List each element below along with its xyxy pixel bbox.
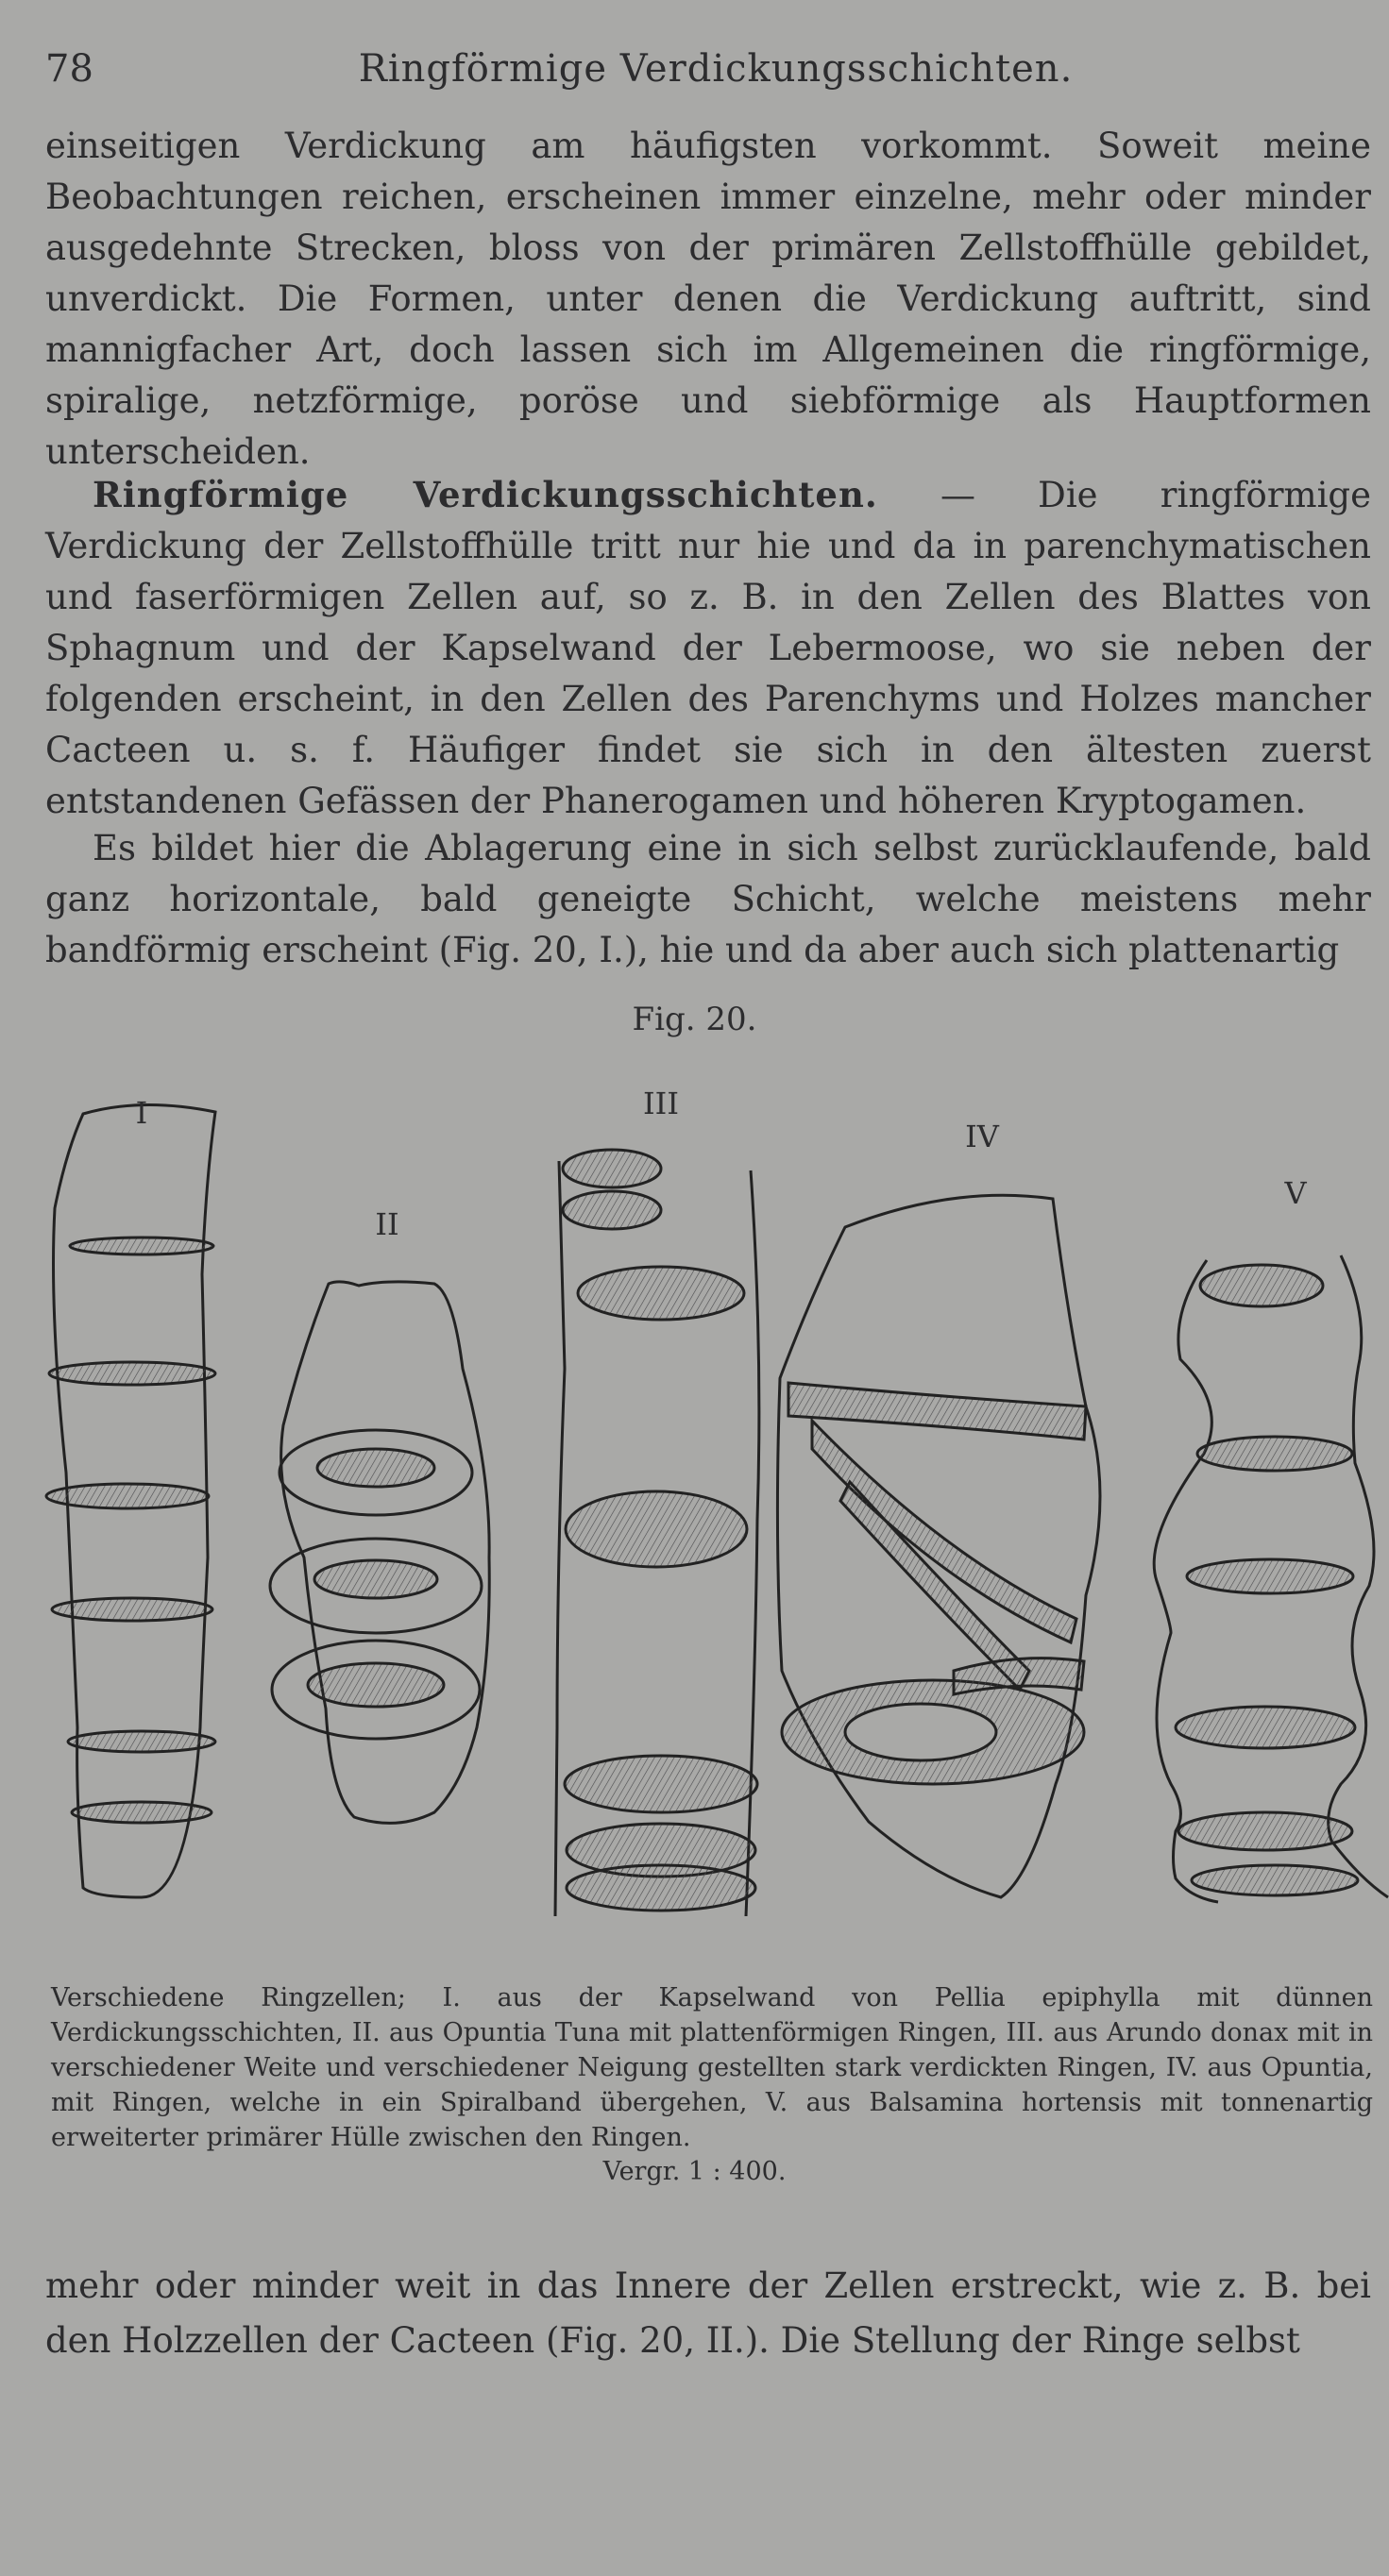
plate-ring	[314, 1560, 437, 1598]
ring-band	[1176, 1707, 1355, 1748]
ring-band	[1192, 1865, 1358, 1895]
cell-figure-I	[46, 1104, 215, 1897]
plate-ring	[317, 1449, 434, 1487]
figure-label-III: III	[643, 1086, 679, 1121]
thick-ring	[567, 1865, 755, 1911]
spiral-band	[788, 1383, 1086, 1440]
ring-band	[68, 1731, 215, 1752]
paragraph-body: — Die ringförmige Verdickung der Zellstoffhülle tritt nur hie und da in parenchymatischen und faserförmigen Zellen auf, so z. B. in den Zellen des Blattes von Sphagnum und der Kapselwand der Lebermoose, wo sie neben der folgenden erscheint, in den Zellen des Parenchyms und Holzes mancher Cacteen u. s. f. Häufiger findet sie sich in den ältesten zuerst entstandenen Gefässen der Phanerogamen und höheren Kryptogamen.	[45, 475, 1371, 821]
thick-ring	[563, 1150, 661, 1187]
ring-band	[52, 1598, 212, 1621]
thick-ring	[563, 1191, 661, 1229]
ring-band	[49, 1362, 215, 1385]
running-title: Ringförmige Verdickungsschichten.	[358, 47, 1074, 91]
ring-band	[72, 1802, 212, 1823]
figure-label-IV: IV	[965, 1119, 999, 1154]
cell-figure-III	[555, 1150, 759, 1916]
figure-legend: Verschiedene Ringzellen; I. aus der Kapselwand von Pellia epiphylla mit dünnen Verdickungsschichten, II. aus Opuntia Tuna mit plattenförmigen Ringen, III. aus Arundo donax mit in verschiedener Weite und verschiedener Neigung gestellten stark verdickten Ringen, IV. aus Opuntia, mit Ringen, welche in ein Spiralband übergehen, V. aus Balsamina hortensis mit tonnenartig erweiterter primärer Hülle zwischen den Ringen.	[51, 1983, 1373, 2152]
ring-band	[1197, 1437, 1352, 1471]
ring-band	[70, 1237, 213, 1254]
thick-ring	[565, 1756, 757, 1812]
page-number: 78	[45, 47, 93, 91]
cell-figure-V	[1154, 1255, 1388, 1902]
paragraph-ringfoermige	[45, 469, 1371, 827]
thick-ring	[566, 1491, 747, 1567]
paragraph-ablagerung	[45, 823, 1371, 976]
figure-label-V: V	[1284, 1175, 1307, 1211]
ring-band	[1178, 1812, 1352, 1850]
page-header	[45, 47, 1348, 94]
cell-figure-IV	[777, 1195, 1100, 1897]
ring-band	[46, 1484, 209, 1508]
paragraph-intro: einseitigen Verdickung am häufigsten vorkommt. Soweit meine Beobachtungen reichen, erscheinen immer einzelne, mehr oder minder ausgedehnte Strecken, bloss von der primären Zellstoffhülle gebildet, unverdickt. Die Formen, unter denen die Verdickung auftritt, sind mannigfacher Art, doch lassen sich im Allgemeinen die ringförmige, spiralige, netzförmige, poröse und siebförmige als Hauptformen unterscheiden.	[45, 126, 1371, 472]
thick-ring	[578, 1267, 744, 1320]
paragraph-continuation: mehr oder minder weit in das Innere der Zellen erstreckt, wie z. B. bei den Holzzellen der Cacteen (Fig. 20, II.). Die Stellung der Ringe selbst	[45, 2265, 1371, 2361]
figure-label-II: II	[375, 1206, 399, 1242]
figure-label-I: I	[135, 1095, 148, 1131]
section-heading: Ringförmige Verdickungsschichten.	[93, 474, 878, 515]
cell-figure-II	[270, 1282, 489, 1824]
ring-inner	[845, 1704, 996, 1760]
figure-magnification: Vergr. 1 : 400.	[602, 2157, 787, 2186]
ring-band	[1200, 1265, 1323, 1306]
figure-20-illustration	[0, 1067, 1389, 1916]
ring-band	[1187, 1559, 1353, 1593]
plate-ring	[308, 1663, 444, 1707]
figure-title: Fig. 20.	[632, 1001, 757, 1038]
paragraph-body: Es bildet hier die Ablagerung eine in sich selbst zurücklaufende, bald ganz horizontale, bald geneigte Schicht, welche meistens mehr bandförmig erscheint (Fig. 20, I.), hie und da aber auch sich plattenartig	[45, 828, 1371, 970]
